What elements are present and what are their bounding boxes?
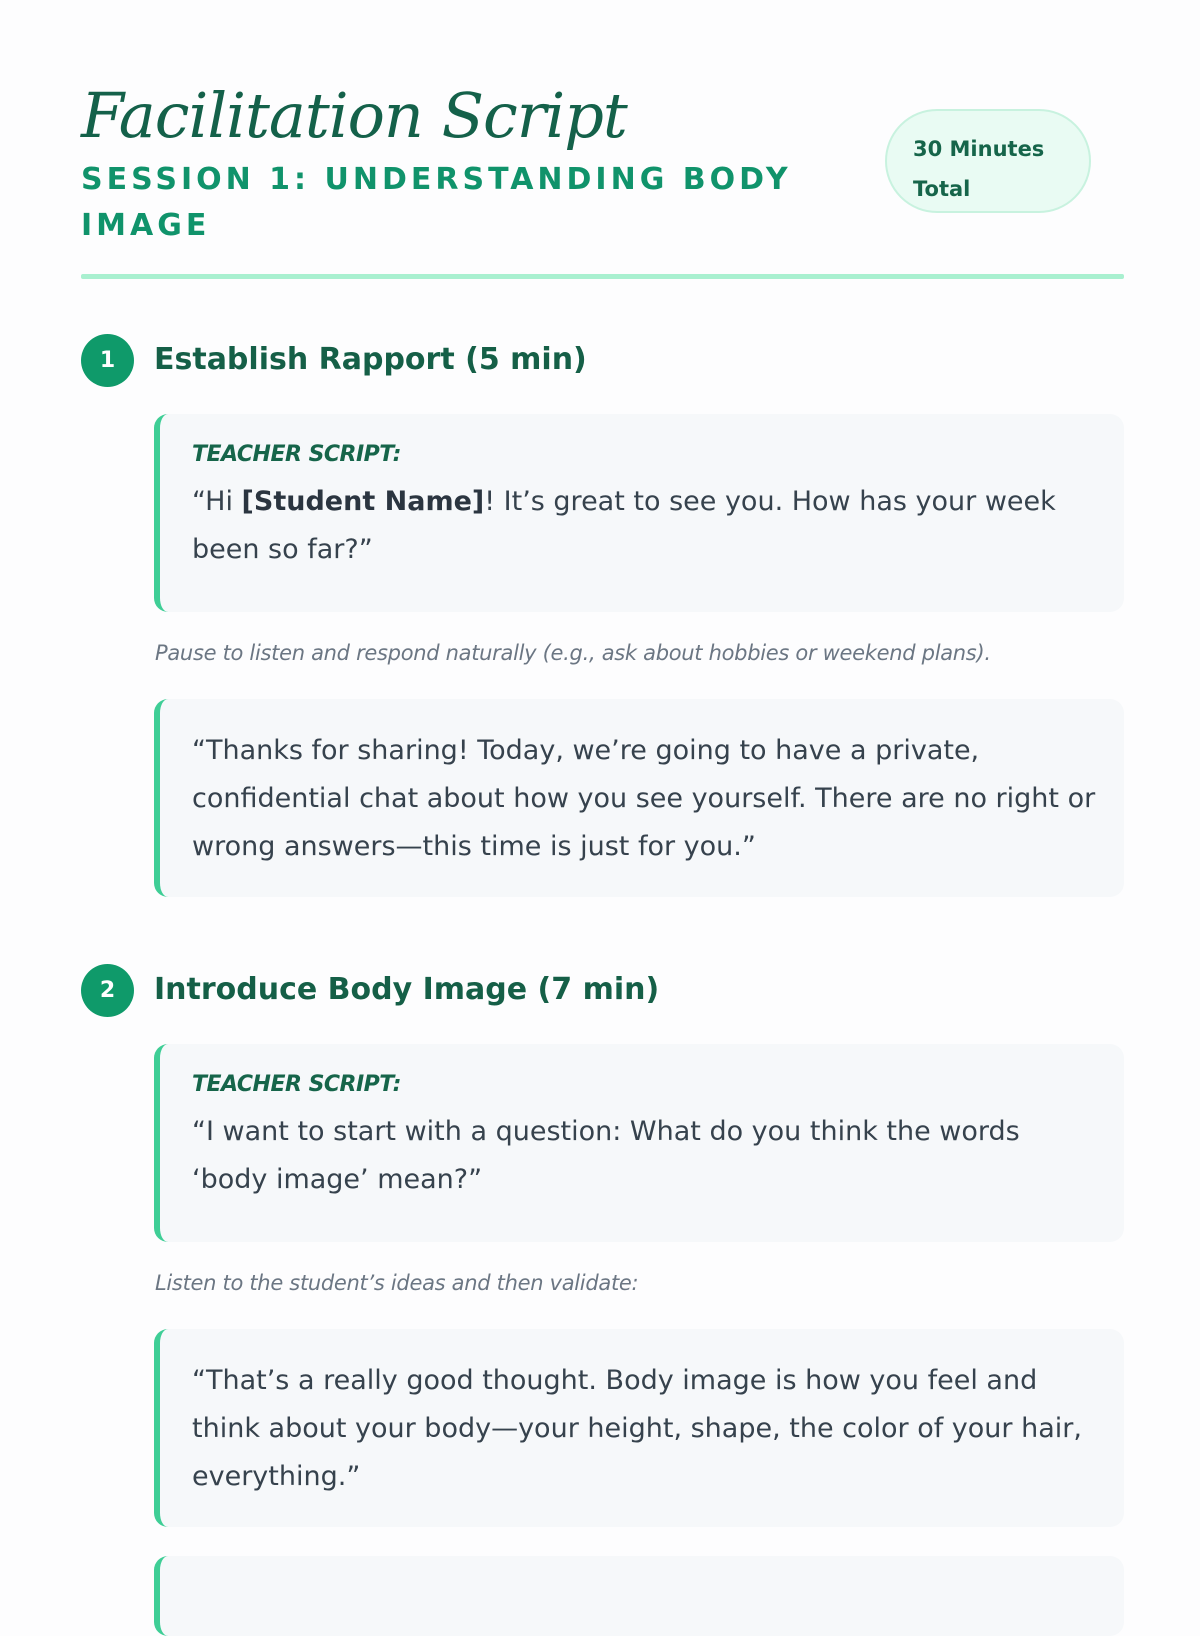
step-number-badge: 1 bbox=[81, 334, 134, 387]
teacher-script-block bbox=[154, 1044, 1124, 1242]
teacher-script-label: TEACHER SCRIPT: bbox=[192, 442, 401, 467]
script-text: “I want to start with a question: What do you think the words ‘body image’ mean?” bbox=[192, 1116, 1020, 1195]
facilitator-note: Listen to the student’s ideas and then validate: bbox=[155, 1271, 639, 1295]
duration-badge-value: 30 Minutes bbox=[913, 137, 1045, 161]
step-number-badge: 2 bbox=[81, 964, 134, 1017]
teacher-script-block bbox=[154, 414, 1124, 612]
teacher-script-label: TEACHER SCRIPT: bbox=[192, 1072, 401, 1097]
session-subtitle: SESSION 1: UNDERSTANDING BODY IMAGE bbox=[81, 162, 792, 243]
step-title: Introduce Body Image (7 min) bbox=[154, 972, 660, 1007]
duration-badge bbox=[885, 109, 1091, 213]
step-title: Establish Rapport (5 min) bbox=[154, 342, 587, 377]
script-text: “Thanks for sharing! Today, we’re going to have a private, confidential chat about how you see yourself. There are no right or wrong answers—this time is just for you.” bbox=[192, 735, 1096, 862]
facilitator-note: Pause to listen and respond naturally (e.g., ask about hobbies or weekend plans). bbox=[155, 641, 991, 665]
script-text: “Hi [Student Name]! It’s great to see you. How has your week been so far?” bbox=[192, 486, 1056, 565]
script-quote-block bbox=[154, 1329, 1124, 1527]
header-divider bbox=[81, 274, 1124, 279]
script-quote-block-partial bbox=[154, 1556, 1124, 1636]
script-text: “That’s a really good thought. Body image is how you feel and think about your body—your height, shape, the color of your hair, everything.” bbox=[192, 1365, 1082, 1492]
script-quote-block bbox=[154, 699, 1124, 897]
duration-badge-label: Total bbox=[913, 177, 971, 201]
page-title: Facilitation Script bbox=[81, 79, 627, 152]
student-name-placeholder: [Student Name] bbox=[241, 486, 485, 517]
